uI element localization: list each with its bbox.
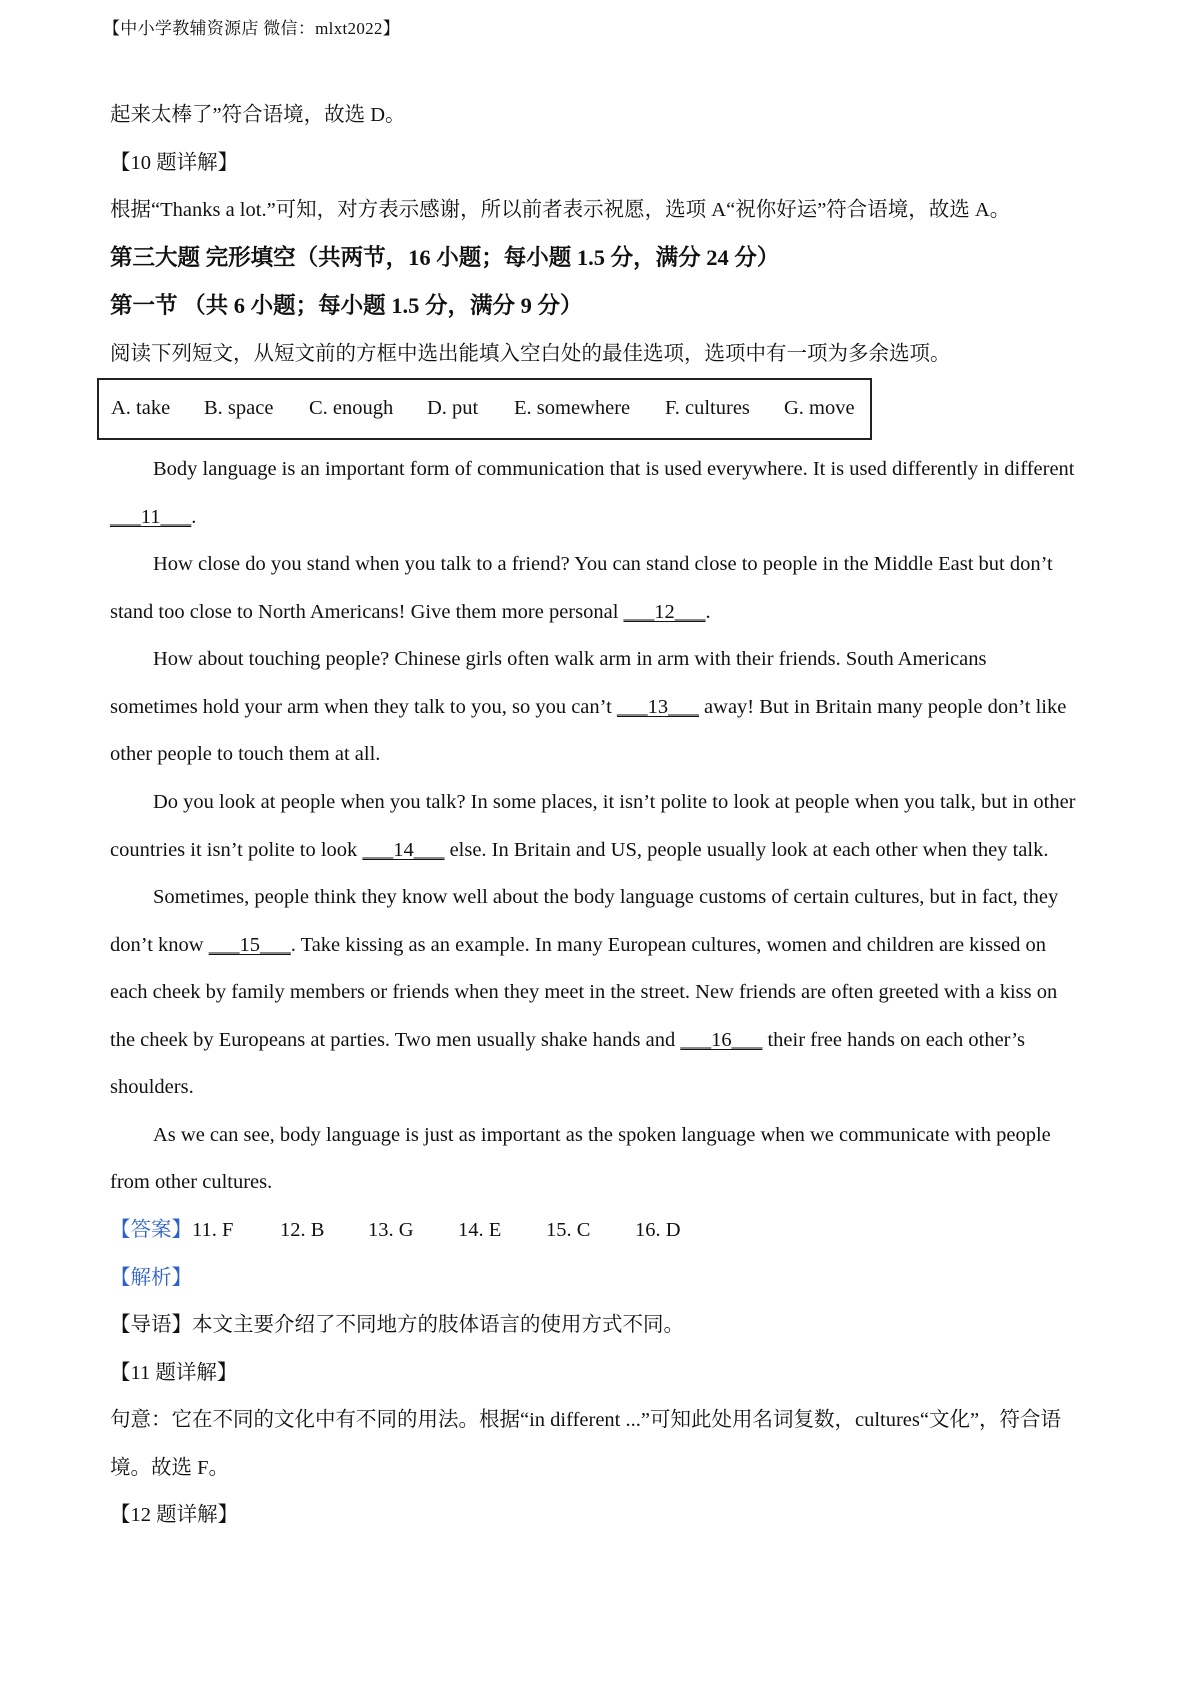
passage-p1-line2: ___11___.: [110, 506, 197, 528]
option-g: G. move: [784, 397, 855, 419]
option-b: B. space: [204, 397, 274, 419]
option-e: E. somewhere: [514, 397, 631, 419]
passage-p2-line2: stand too close to North Americans! Give them more personal ___12___.: [110, 601, 711, 623]
option-c: C. enough: [309, 397, 394, 419]
answer-15: 15. C: [546, 1219, 591, 1241]
passage-p1-line1: Body language is an important form of communication that is used everywhere. It is used differently in different: [153, 458, 1075, 480]
passage-p2-line1: How close do you stand when you talk to a friend? You can stand close to people in the Middle East but don’t: [153, 553, 1053, 575]
blank-13: ___13___: [616, 696, 699, 718]
option-a: A. take: [111, 397, 171, 419]
answer-14: 14. E: [458, 1219, 502, 1241]
blank-16: ___16___: [680, 1029, 763, 1051]
passage-p5-line2: don’t know ___15___. Take kissing as an example. In many European cultures, women and children are kissed on: [110, 934, 1047, 956]
options-box: [97, 378, 872, 440]
answer-13: 13. G: [368, 1219, 414, 1241]
blank-15: ___15___: [208, 934, 291, 956]
q11-explanation-line2: 境。故选 F。: [110, 1457, 230, 1479]
passage-p4-line2: countries it isn’t polite to look ___14___ else. In Britain and US, people usually look at each other when they talk.: [110, 839, 1049, 861]
analysis-guide: 【导语】本文主要介绍了不同地方的肢体语言的使用方式不同。: [110, 1314, 684, 1336]
passage-p4-line1: Do you look at people when you talk? In some places, it isn’t polite to look at people when you talk, but in other: [153, 791, 1076, 813]
blank-11: ___11___: [110, 506, 192, 528]
answer-label: 【答案】: [110, 1219, 192, 1241]
passage-p5-line5: shoulders.: [110, 1076, 194, 1098]
passage-p5-line4: the cheek by Europeans at parties. Two men usually shake hands and ___16___ their free hands on each other’s: [110, 1029, 1025, 1051]
passage-p3-line2: sometimes hold your arm when they talk to you, so you can’t ___13___ away! But in Britain many people don’t like: [110, 696, 1067, 718]
option-f: F. cultures: [665, 397, 750, 419]
header-watermark: 【中小学教辅资源店 微信：mlxt2022】: [103, 19, 401, 38]
passage-p5-line1: Sometimes, people think they know well about the body language customs of certain cultures, but in fact, they: [153, 886, 1059, 908]
option-d: D. put: [427, 397, 479, 419]
section-subtitle: 第一节 （共 6 小题；每小题 1.5 分，满分 9 分）: [110, 293, 583, 318]
q9-explanation-end: 起来太棒了”符合语境，故选 D。: [110, 104, 406, 126]
answer-11: 11. F: [192, 1219, 234, 1241]
answer-12: 12. B: [280, 1219, 325, 1241]
blank-14: ___14___: [362, 839, 445, 861]
analysis-label: 【解析】: [110, 1267, 192, 1289]
q10-explanation: 根据“Thanks a lot.”可知，对方表示感谢，所以前者表示祝愿，选项 A“祝你好运”符合语境，故选 A。: [110, 199, 1011, 221]
q10-title: 【10 题详解】: [110, 152, 239, 174]
passage-p5-line3: each cheek by family members or friends when they meet in the street. New friends are often greeted with a kiss on: [110, 981, 1058, 1003]
passage-p3-line3: other people to touch them at all.: [110, 743, 381, 765]
passage-p3-line1: How about touching people? Chinese girls often walk arm in arm with their friends. South Americans: [153, 648, 987, 670]
q11-title: 【11 题详解】: [110, 1362, 238, 1384]
passage-p6-line1: As we can see, body language is just as important as the spoken language when we communicate with people: [153, 1124, 1051, 1146]
answer-line: [110, 1216, 681, 1244]
blank-12: ___12___: [623, 601, 706, 623]
q12-title: 【12 题详解】: [110, 1504, 239, 1526]
q11-explanation-line1: 句意：它在不同的文化中有不同的用法。根据“in different ...”可知此处用名词复数，cultures“文化”，符合语: [110, 1409, 1062, 1431]
passage-p6-line2: from other cultures.: [110, 1171, 273, 1193]
section-instruction: 阅读下列短文，从短文前的方框中选出能填入空白处的最佳选项，选项中有一项为多余选项。: [110, 343, 951, 365]
answer-16: 16. D: [635, 1219, 681, 1241]
section-title: 第三大题 完形填空（共两节，16 小题；每小题 1.5 分，满分 24 分）: [110, 245, 780, 270]
